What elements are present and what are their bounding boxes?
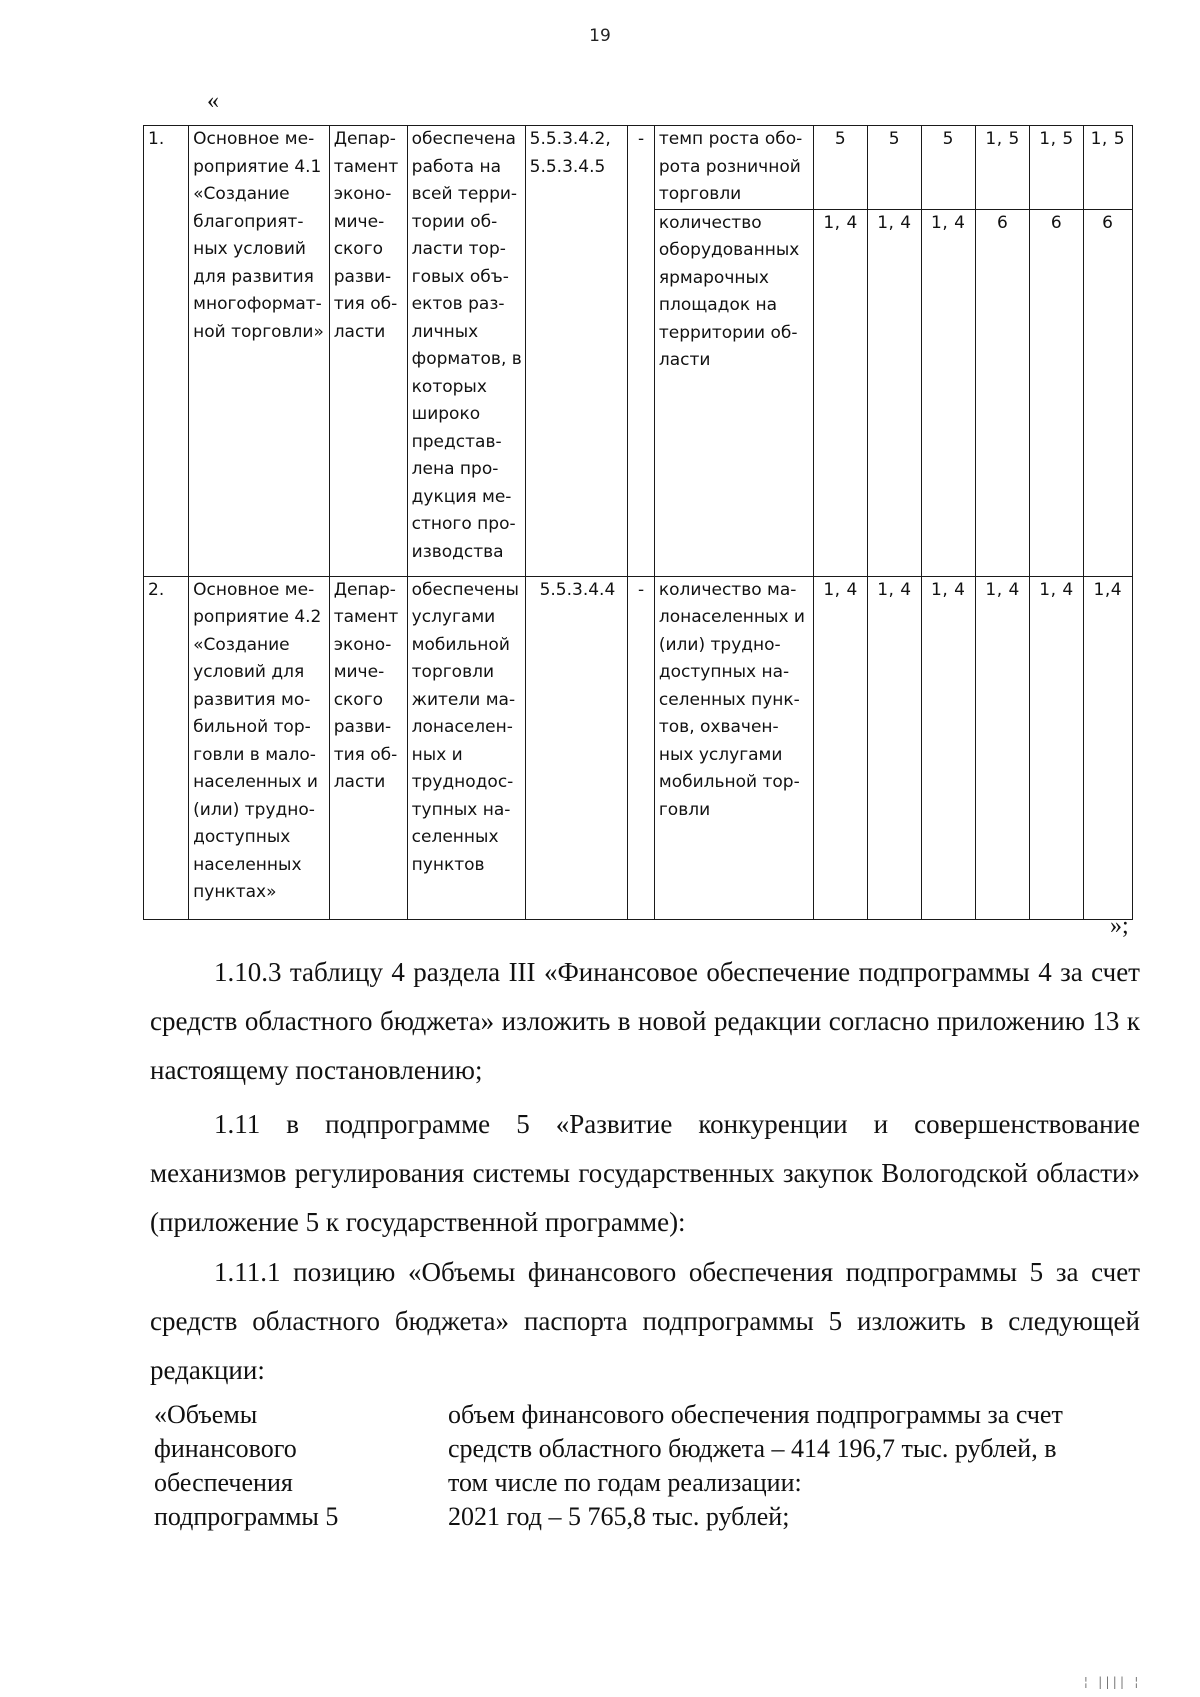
passport-label: «Объемы финансового обеспечения подпрограммы 5	[154, 1400, 339, 1531]
scan-marks: ¦ |||| ¦	[1082, 1675, 1140, 1689]
indicator-value-cell: 1, 4	[921, 576, 975, 919]
codes-cell: 5.5.3.4.4	[525, 576, 628, 919]
opening-quote: «	[207, 88, 219, 114]
paragraph-text: 1.11 в подпрограмме 5 «Развитие конкуренции и совершенствование механизмов регулирования системы государственных закупок Вологодской области» (приложение 5 к государственной программе):	[150, 1109, 1140, 1237]
indicator-value-cell: 1, 4	[813, 576, 867, 919]
indicator-value-cell: 6	[975, 209, 1029, 576]
indicator-value-cell: 1, 5	[975, 126, 1029, 210]
indicator-value-cell: 5	[921, 126, 975, 210]
page-number: 19	[589, 26, 611, 46]
paragraph-1-11-1	[150, 1248, 1140, 1395]
indicator-value-cell: 1, 4	[1030, 576, 1083, 919]
indicator-value-cell: 5	[813, 126, 867, 210]
dash-cell: -	[628, 576, 655, 919]
indicator-value-cell: 6	[1083, 209, 1132, 576]
indicator-value-cell: 1,4	[1083, 576, 1132, 919]
indicator-value-cell: 1, 5	[1083, 126, 1132, 210]
indicator-name-cell: количество ма- лонаселенных и (или) трудно- доступных на- селенных пунк- тов, охвачен- ных услугами мобильной тор- говли	[654, 576, 813, 919]
indicator-value-cell: 6	[1030, 209, 1083, 576]
paragraph-text: 1.10.3 таблицу 4 раздела III «Финансовое обеспечение подпрограммы 4 за счет средств областного бюджета» изложить в новой редакции согласно приложению 13 к настоящему постановлению;	[150, 957, 1140, 1085]
closing-quote: »;	[1110, 913, 1129, 939]
table-row	[144, 576, 1133, 919]
result-cell: обеспечены услугами мобильной торговли жители ма- лонаселен- ных и труднодос- тупных на- селенных пунктов	[407, 576, 525, 919]
indicator-value-cell: 1, 4	[921, 209, 975, 576]
row-number: 1.	[144, 126, 189, 577]
table-row	[144, 126, 1133, 210]
paragraph-text: 1.11.1 позицию «Объемы финансового обеспечения подпрограммы 5 за счет средств областного бюджета» паспорта подпрограммы 5 изложить в следующей редакции:	[150, 1257, 1140, 1385]
indicator-name-cell: темп роста обо- рота розничной торговли	[654, 126, 813, 210]
passport-value: объем финансового обеспечения подпрограммы за счет средств областного бюджета – 414 196,7 тыс. рублей, в том числе по годам реализации: 2021 год – 5 765,8 тыс. рублей;	[448, 1400, 1063, 1531]
dash-cell: -	[628, 126, 655, 577]
indicator-value-cell: 1, 4	[975, 576, 1029, 919]
indicator-name-cell: количество оборудованных ярмарочных площадок на территории об- ласти	[654, 209, 813, 576]
codes-cell: 5.5.3.4.2, 5.5.3.4.5	[525, 126, 628, 577]
indicator-value-cell: 1, 4	[868, 576, 921, 919]
event-name-cell: Основное ме- роприятие 4.2 «Создание условий для развития мо- бильной тор- говли в мало- населенных и (или) трудно- доступных населенных пунктах»	[189, 576, 330, 919]
result-cell: обеспечена работа на всей терри- тории об- ласти тор- говых объ- ектов раз- личных форматов, в которых широко представ- лена про- дукция ме- стного про- изводства	[407, 126, 525, 577]
executor-cell: Депар- тамент эконо- миче- ского разви- тия об- ласти	[329, 126, 407, 577]
indicator-value-cell: 1, 4	[813, 209, 867, 576]
indicator-value-cell: 5	[868, 126, 921, 210]
indicator-value-cell: 1, 5	[1030, 126, 1083, 210]
row-number: 2.	[144, 576, 189, 919]
event-name-cell: Основное ме- роприятие 4.1 «Создание благоприят- ных условий для развития многоформат- ной торговли»	[189, 126, 330, 577]
program-table	[143, 125, 1133, 920]
paragraph-1-11	[150, 1100, 1140, 1247]
executor-cell: Депар- тамент эконо- миче- ского разви- тия об- ласти	[329, 576, 407, 919]
indicator-value-cell: 1, 4	[868, 209, 921, 576]
paragraph-1-10-3	[150, 948, 1140, 1095]
